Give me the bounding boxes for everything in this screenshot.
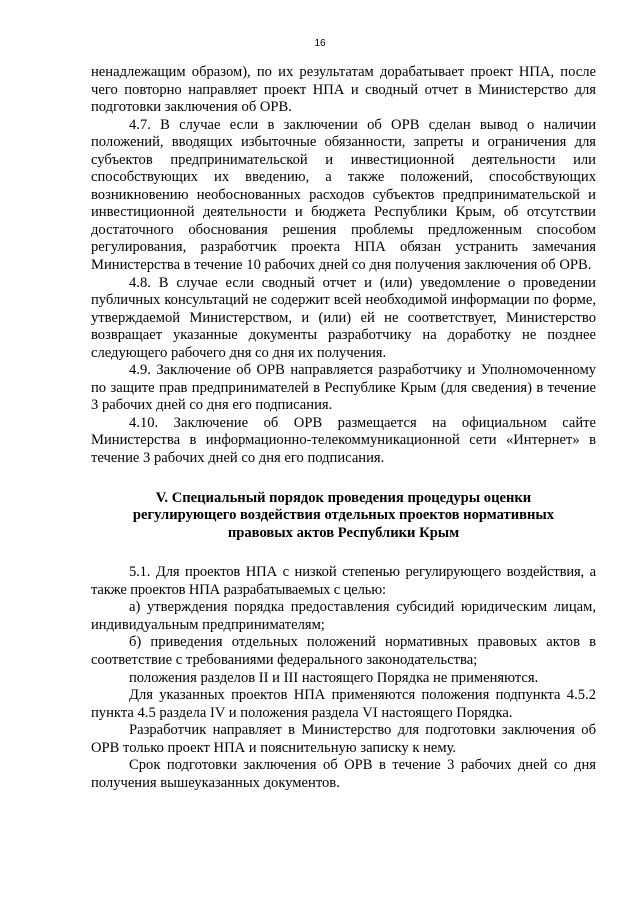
section-title-line: регулирующего воздействия отдельных проектов нормативных	[132, 507, 555, 524]
paragraph-5-1: 5.1. Для проектов НПА с низкой степенью регулирующего воздействия, а также проектов НПА разрабатываемых с целью:	[91, 564, 596, 598]
paragraph: Для указанных проектов НПА применяются положения подпункта 4.5.2 пункта 4.5 раздела IV и положения раздела VI настоящего Порядка.	[91, 687, 596, 721]
paragraph-4-10: 4.10. Заключение об ОРВ размещается на официальном сайте Министерства в информационно-телекоммуникационной сети «Интернет» в течение 3 рабочих дней со дня его подписания.	[91, 414, 596, 467]
section-title-line: V. Специальный порядок проведения процедуры оценки	[155, 489, 532, 506]
paragraph-4-7: 4.7. В случае если в заключении об ОРВ сделан вывод о наличии положений, вводящих избыточные обязанности, запреты и ограничения для субъектов предпринимательской и инвестиционной деятельности или способствующих их введению, а также положений, способствующих возникновению необоснованных расходов субъектов предпринимательской и инвестиционной деятельности и бюджета Республики Крым, об отсутствии достаточного обоснования решения проблемы предложенным способом регулирования, разработчик проекта НПА обязан устранить замечания Министерства в течение 10 рабочих дней со дня получения заключения об ОРВ.	[91, 116, 596, 274]
section-title-line: правовых актов Республики Крым	[227, 524, 460, 541]
page-number: 16	[314, 38, 326, 49]
document-body	[91, 64, 596, 792]
section-title	[91, 490, 596, 543]
paragraph: положения разделов II и III настоящего Порядка не применяются.	[129, 669, 539, 686]
paragraph: Срок подготовки заключения об ОРВ в течение 3 рабочих дней со дня получения вышеуказанных документов.	[91, 757, 596, 791]
paragraph-4-8: 4.8. В случае если сводный отчет и (или) уведомление о проведении публичных консультаций не содержит всей необходимой информации по форме, утверждаемой Министерством, и (или) ей не соответствует, Министерство возвращает указанные документы разработчику на доработку не позднее следующего рабочего дня со дня их получения.	[91, 274, 596, 361]
paragraph-4-9: 4.9. Заключение об ОРВ направляется разработчику и Уполномоченному по защите прав предпринимателей в Республике Крым (для сведения) в течение 3 рабочих дней со дня его подписания.	[91, 362, 596, 414]
paragraph: Разработчик направляет в Министерство для подготовки заключения об ОРВ только проект НПА и пояснительную записку к нему.	[91, 722, 596, 756]
paragraph-item-a: а) утверждения порядка предоставления субсидий юридическим лицам, индивидуальным предпринимателям;	[91, 599, 596, 633]
paragraph-item-b: б) приведения отдельных положений нормативных правовых актов в соответствие с требованиями федерального законодательства;	[91, 634, 596, 668]
paragraph: ненадлежащим образом), по их результатам дорабатывает проект НПА, после чего повторно направляет проект НПА и сводный отчет в Министерство для подготовки заключения об ОРВ.	[91, 64, 596, 116]
